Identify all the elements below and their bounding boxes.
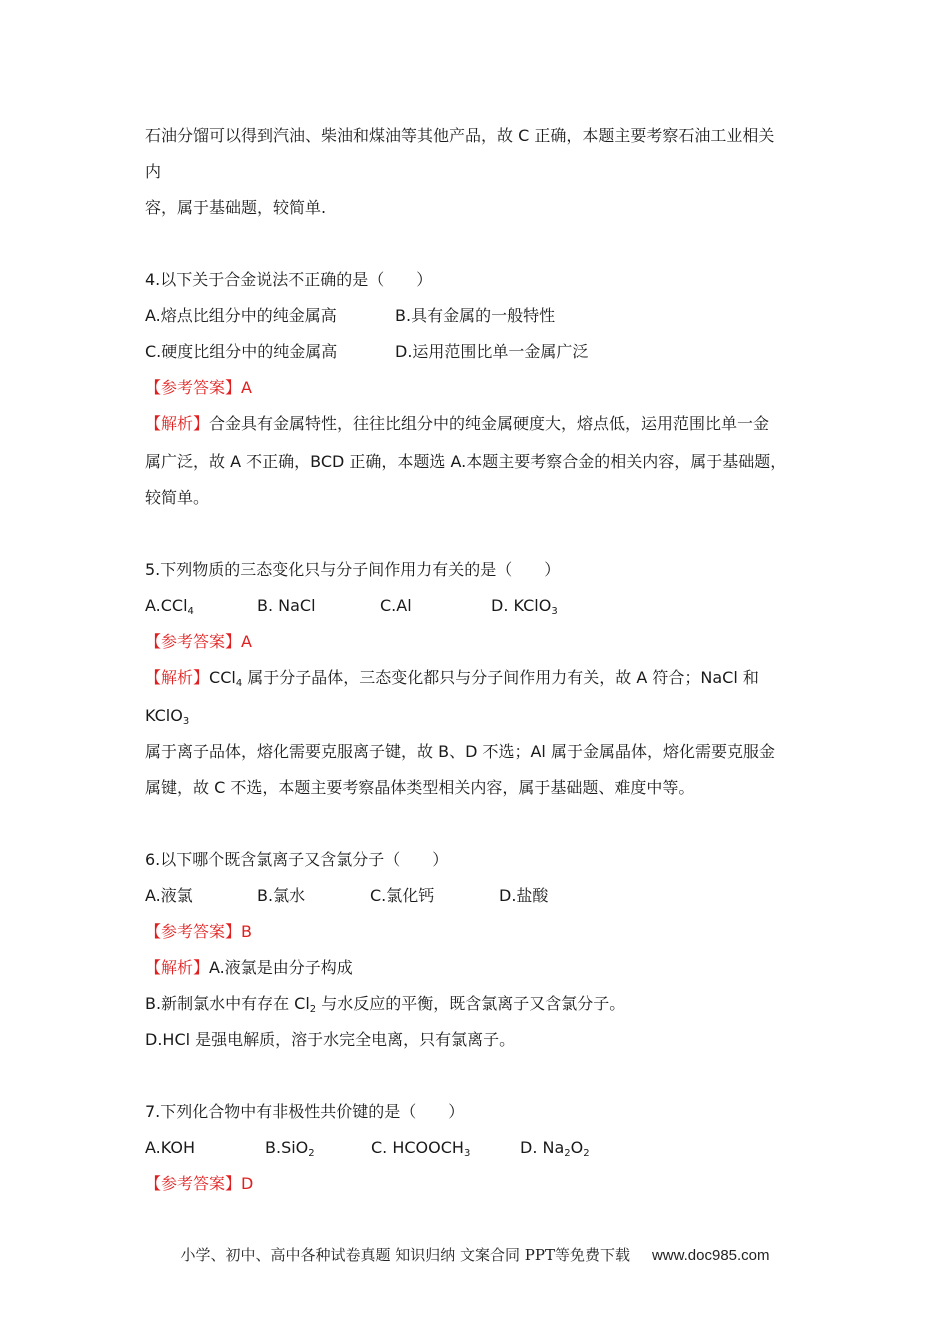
q5-option-a-text: A.CCl (145, 596, 188, 615)
page-footer (0, 1244, 950, 1265)
q5-answer: 【参考答案】A (145, 632, 252, 651)
q6-analysis-sub-2: 2 (309, 1004, 317, 1015)
q4-answer: 【参考答案】A (145, 378, 252, 397)
q7-option-c-sub: 3 (463, 1148, 471, 1159)
q5-option-d-text: D. KClO (491, 596, 552, 615)
q5-analysis-line-4: 属键，故 C 不选，本题主要考察晶体类型相关内容，属于基础题、难度中等。 (145, 778, 695, 797)
q4-analysis-line-3: 较简单。 (145, 488, 210, 507)
q5-question: 5.下列物质的三态变化只与分子间作用力有关的是（ ） (145, 560, 561, 579)
q7-option-d (520, 1137, 590, 1159)
q4-option-c: C.硬度比组分中的纯金属高 (145, 342, 338, 361)
q4-options-row-1 (145, 305, 556, 327)
q4-option-b: B.具有金属的一般特性 (395, 306, 556, 325)
q6-option-c: C.氯化钙 (370, 886, 435, 905)
q6-analysis-text-1: A.液氯是由分子构成 (209, 958, 353, 977)
q5-analysis-label: 【解析】 (145, 668, 210, 687)
q7-option-b-sub: 2 (308, 1148, 315, 1159)
q6-answer: 【参考答案】B (145, 922, 252, 941)
q5-analysis-line-3: 属于离子品体，熔化需要克服离子键，故 B、D 不选；Al 属于金属晶体，熔化需要克服金 (145, 742, 775, 761)
q6-options-row (145, 885, 549, 907)
q4-option-a: A.熔点比组分中的纯金属高 (145, 306, 337, 325)
q5-analysis-line-1 (145, 667, 759, 689)
intro-line-3: 容，属于基础题，较简单. (145, 198, 327, 217)
intro-line-2: 内 (145, 162, 162, 181)
footer-url[interactable]: www.doc985.com (651, 1247, 770, 1264)
q6-question: 6.以下哪个既含氯离子又含氯分子（ ） (145, 850, 449, 869)
q5-analysis-sub-1: 4 (235, 678, 243, 689)
q5-option-a-sub: 4 (187, 606, 194, 617)
q5-option-d-sub: 3 (551, 606, 558, 617)
q7-options-row (145, 1137, 590, 1159)
q6-analysis-line-2 (145, 993, 625, 1015)
q6-option-a: A.液氯 (145, 886, 193, 905)
q4-analysis-label: 【解析】 (145, 414, 210, 433)
q5-analysis-sub-2: 3 (182, 716, 190, 727)
q7-option-d-sub-2: 2 (583, 1148, 590, 1159)
q6-analysis-text-2a: B.新制氯水中有存在 Cl (145, 994, 310, 1013)
q7-option-d-sub-1: 2 (564, 1148, 571, 1159)
q6-option-b: B.氯水 (257, 886, 306, 905)
q7-answer: 【参考答案】D (145, 1174, 254, 1193)
q7-option-d-text-a: D. Na (520, 1138, 565, 1157)
q6-analysis-text-2b: 与水反应的平衡，既含氯离子又含氯分子。 (316, 994, 626, 1013)
q7-option-c-text: C. HCOOCH (371, 1138, 464, 1157)
q5-options-row (145, 595, 558, 617)
q7-option-d-text-b: O (570, 1138, 584, 1157)
q4-analysis-line-2: 属广泛，故 A 不正确，BCD 正确，本题选 A.本题主要考察合金的相关内容，属于基础题， (145, 452, 787, 471)
q6-option-d: D.盐酸 (499, 886, 549, 905)
q7-option-c (371, 1137, 470, 1159)
q5-analysis-line-2 (145, 705, 189, 727)
q5-option-d (491, 595, 558, 617)
q5-analysis-text-2: KClO (145, 706, 183, 725)
q4-analysis-text-1: 合金具有金属特性，往往比组分中的纯金属硬度大，熔点低，运用范围比单一金 (209, 414, 770, 433)
q7-question: 7.下列化合物中有非极性共价键的是（ ） (145, 1102, 465, 1121)
q5-analysis-text-1a: CCl (209, 668, 236, 687)
q4-options-row-2 (145, 341, 589, 363)
intro-line-1: 石油分馏可以得到汽油、柴油和煤油等其他产品，故 C 正确，本题主要考察石油工业相关 (145, 126, 775, 145)
q7-option-a: A.KOH (145, 1138, 195, 1157)
q4-analysis-line-1 (145, 413, 769, 435)
footer-text: 小学、初中、高中各种试卷真题 知识归纳 文案合同 PPT等免费下载 (180, 1246, 630, 1264)
q6-analysis-line-3: D.HCl 是强电解质，溶于水完全电离，只有氯离子。 (145, 1030, 516, 1049)
q5-option-c: C.Al (380, 596, 412, 615)
q4-question: 4.以下关于合金说法不正确的是（ ） (145, 270, 433, 289)
q7-option-b (265, 1137, 315, 1159)
q4-option-d: D.运用范围比单一金属广泛 (395, 342, 589, 361)
q7-option-b-text: B.SiO (265, 1138, 309, 1157)
q5-analysis-text-1b: 属于分子晶体，三态变化都只与分子间作用力有关，故 A 符合；NaCl 和 (242, 668, 759, 687)
q5-option-a (145, 596, 194, 615)
q5-option-b: B. NaCl (257, 596, 316, 615)
q6-analysis-line-1 (145, 957, 353, 979)
q6-analysis-label: 【解析】 (145, 958, 210, 977)
